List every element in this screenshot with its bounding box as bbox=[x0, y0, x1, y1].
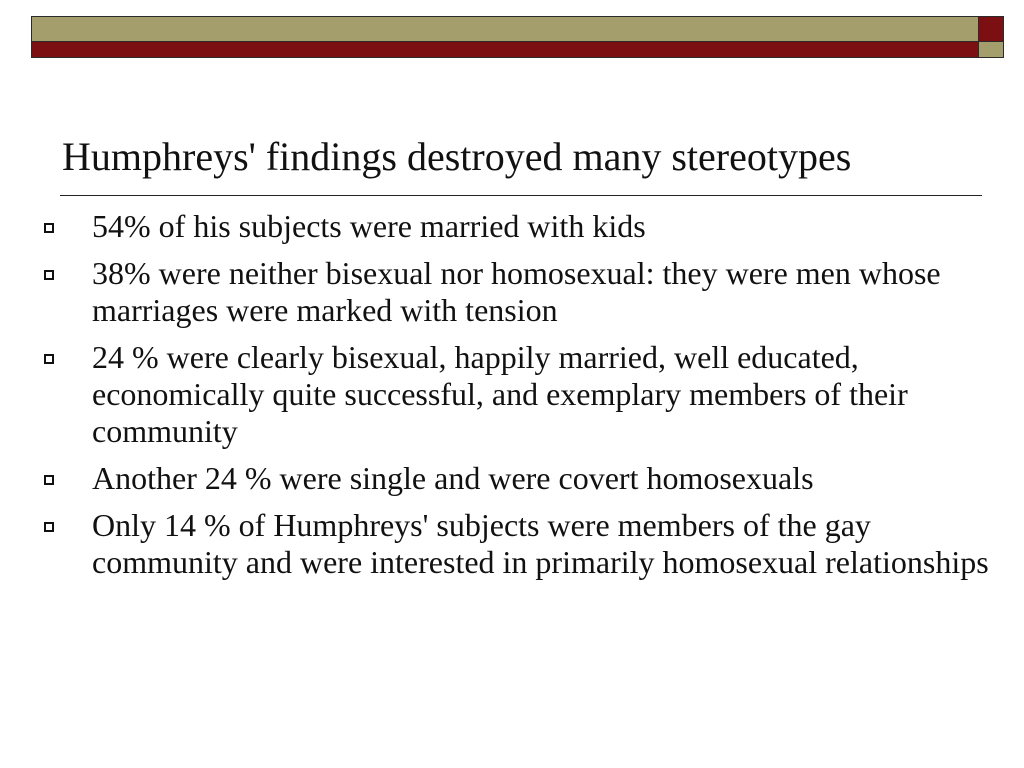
hollow-square-bullet-icon bbox=[44, 223, 54, 233]
bullet-item bbox=[40, 507, 1000, 581]
bullet-text: 54% of his subjects were married with kids bbox=[92, 208, 646, 244]
hollow-square-bullet-icon bbox=[44, 522, 54, 532]
bullet-text: 24 % were clearly bisexual, happily married, well educated, economically quite successful, and exemplary members of their community bbox=[92, 339, 908, 449]
bullet-item bbox=[40, 255, 1000, 329]
header-band-olive bbox=[31, 16, 979, 42]
slide-title: Humphreys' findings destroyed many stereotypes bbox=[62, 134, 852, 179]
bullet-text: 38% were neither bisexual nor homosexual: they were men whose marriages were marked with tension bbox=[92, 255, 941, 328]
hollow-square-bullet-icon bbox=[44, 475, 54, 485]
bullet-item bbox=[40, 208, 1000, 245]
hollow-square-bullet-icon bbox=[44, 354, 54, 364]
hollow-square-bullet-icon bbox=[44, 270, 54, 280]
header-band-maroon bbox=[31, 41, 979, 58]
header-corner-square-olive bbox=[978, 41, 1004, 58]
bullet-item bbox=[40, 339, 1000, 450]
bullet-text: Another 24 % were single and were covert homosexuals bbox=[92, 460, 814, 496]
header-corner-square-maroon bbox=[978, 16, 1004, 42]
bullet-item bbox=[40, 460, 1000, 497]
bullet-list bbox=[40, 208, 1000, 591]
title-divider bbox=[60, 195, 982, 196]
bullet-text: Only 14 % of Humphreys' subjects were members of the gay community and were interested in primarily homosexual relationships bbox=[92, 507, 989, 580]
